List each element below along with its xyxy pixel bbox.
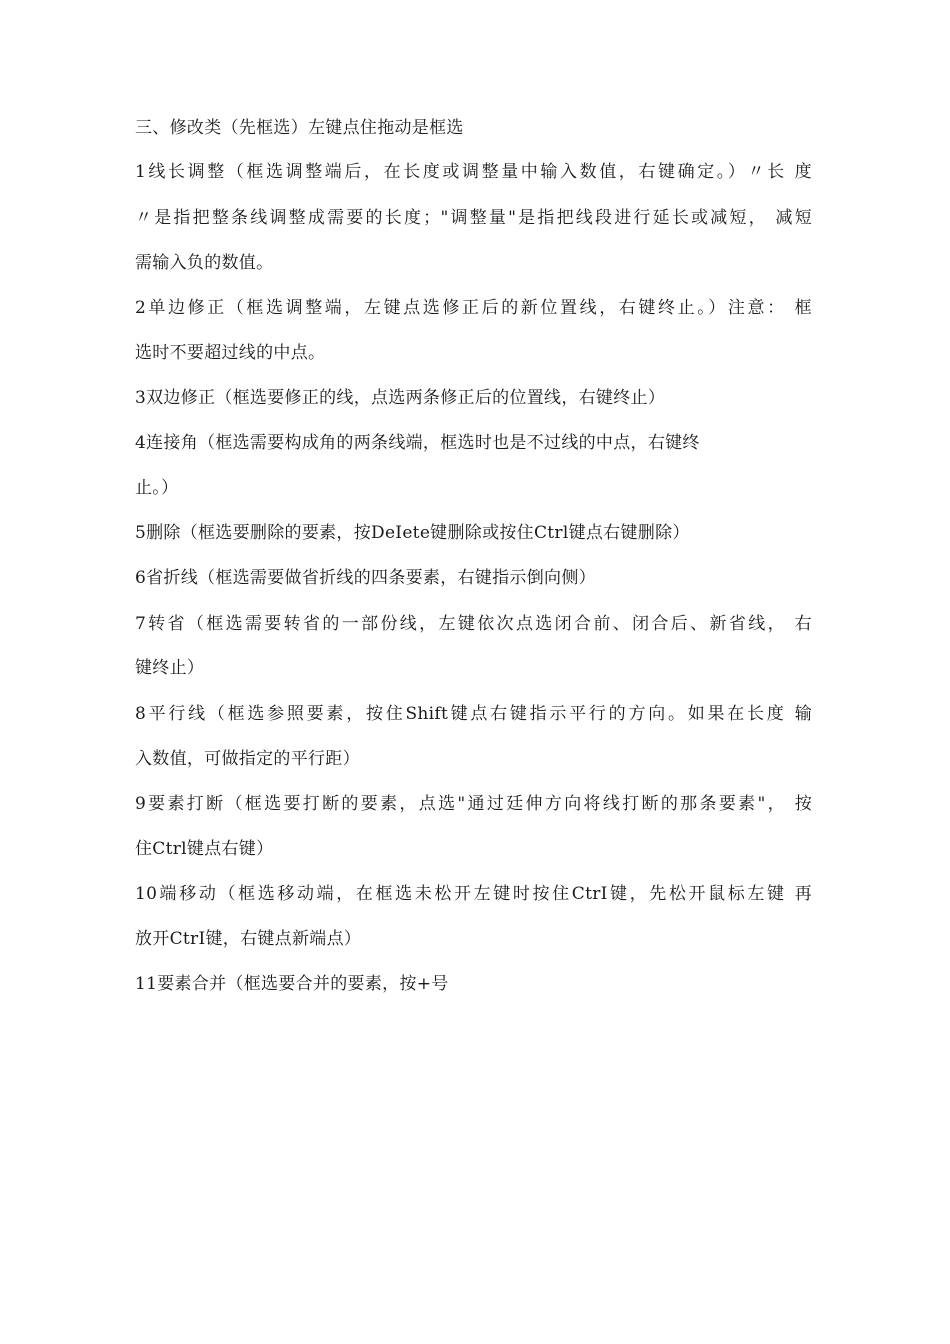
item-1-line-2: 〃是指把整条线调整成需要的长度；"调整量"是指把线段进行延长或减短， 减短: [135, 208, 812, 228]
item-1-line-3: 需输入负的数值。: [135, 253, 274, 273]
item-8-line-1: 8平行线（框选参照要素，按住Shift键点右键指示平行的方向。如果在长度 输: [135, 704, 812, 724]
item-9-line-2: 住Ctrl键点右键）: [135, 839, 274, 859]
item-7-line-1: 7转省（框选需要转省的一部份线，左键依次点选闭合前、闭合后、新省线， 右: [135, 614, 812, 634]
item-4-line-1: 4连接角（框选需要构成角的两条线端，框选时也是不过线的中点，右键终: [135, 433, 700, 453]
item-8-line-2: 入数值，可做指定的平行距）: [135, 749, 360, 769]
item-3-line-1: 3双边修正（框选要修正的线，点选两条修正后的位置线，右键终止）: [135, 388, 666, 408]
item-11-line-1: 11要素合并（框选要合并的要素，按+号: [135, 974, 449, 994]
item-1-line-1: 1线长调整（框选调整端后，在长度或调整量中输入数值，右键确定。）〃长 度: [135, 162, 812, 182]
item-10-line-2: 放开CtrI键，右键点新端点）: [135, 929, 362, 949]
item-7-line-2: 键终止）: [135, 658, 205, 678]
item-4-line-2: 止。）: [135, 478, 179, 498]
item-9-line-1: 9要素打断（框选要打断的要素，点选"通过廷伸方向将线打断的那条要素"， 按: [135, 794, 812, 814]
item-10-line-1: 10端移动（框选移动端，在框选未松开左键时按住CtrI键，先松开鼠标左键 再: [135, 884, 812, 904]
item-2-line-2: 选时不要超过线的中点。: [135, 343, 326, 363]
item-2-line-1: 2单边修正（框选调整端，左键点选修正后的新位置线，右键终止。）注意： 框: [135, 298, 812, 318]
section-heading: 三、修改类（先框选）左键点住拖动是框选: [135, 118, 464, 138]
item-5-line-1: 5删除（框选要删除的要素，按DeIete键删除或按住Ctrl键点右键删除）: [135, 523, 690, 543]
item-6-line-1: 6省折线（框选需要做省折线的四条要素，右键指示倒向侧）: [135, 568, 596, 588]
